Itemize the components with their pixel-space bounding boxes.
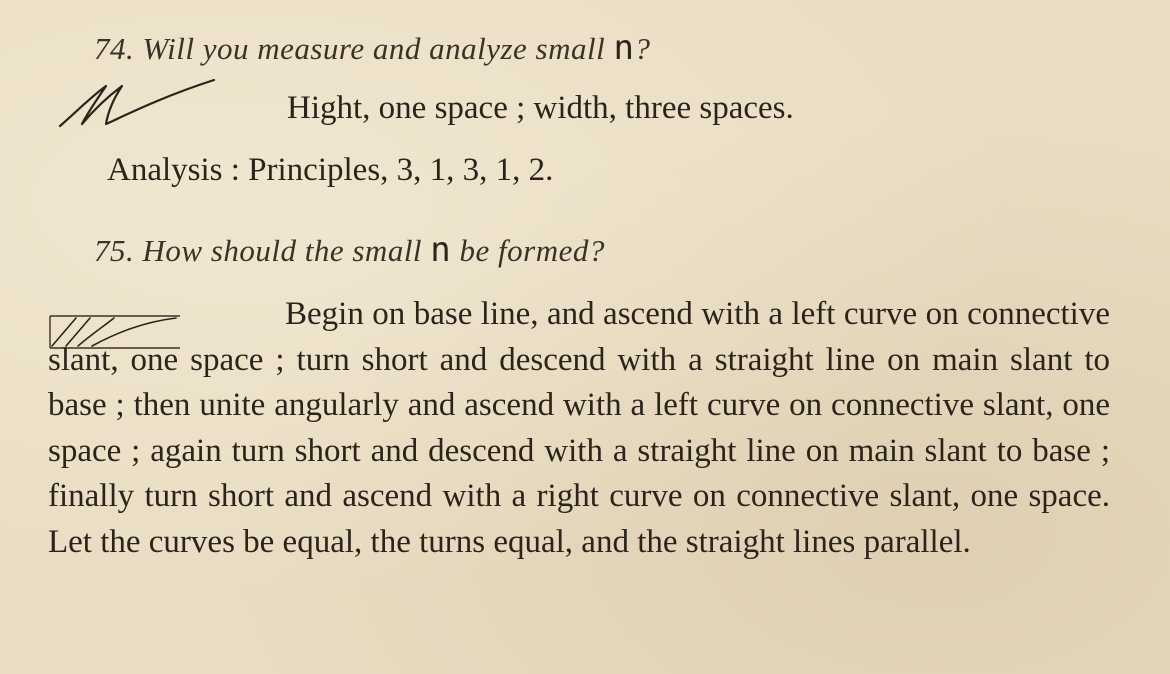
question-74	[94, 28, 650, 68]
question-74-letter: n	[613, 28, 635, 68]
script-n-illustration	[58, 78, 218, 130]
analysis-line	[107, 152, 553, 189]
dimensions-text: Hight, one space ; width, three spaces.	[287, 90, 794, 126]
question-75-letter: n	[430, 230, 452, 270]
question-75-number: 75.	[94, 233, 135, 268]
analysis-label: Analysis :	[107, 152, 240, 188]
question-74-number: 74.	[94, 31, 135, 66]
analysis-value: Principles, 3, 1, 3, 1, 2.	[248, 152, 554, 188]
question-75	[94, 230, 605, 270]
question-75-text-after: be formed?	[459, 233, 605, 268]
question-74-text: Will you measure and analyze small	[142, 31, 606, 66]
question-75-text-before: How should the small	[142, 233, 423, 268]
formation-paragraph: Begin on base line, and ascend with a left curve on connective slant, one space ; turn short and descend with a straight line on main slant to base ; then unite angularly and ascend with a left curve on connective slant, one space ; again turn short and descend with a straight line on main slant to base ; finally turn short and ascend with a right curve on connective slant, one space. Let the curves be equal, the turns equal, and the straight lines parallel.	[48, 296, 1110, 560]
question-74-mark: ?	[634, 31, 651, 66]
